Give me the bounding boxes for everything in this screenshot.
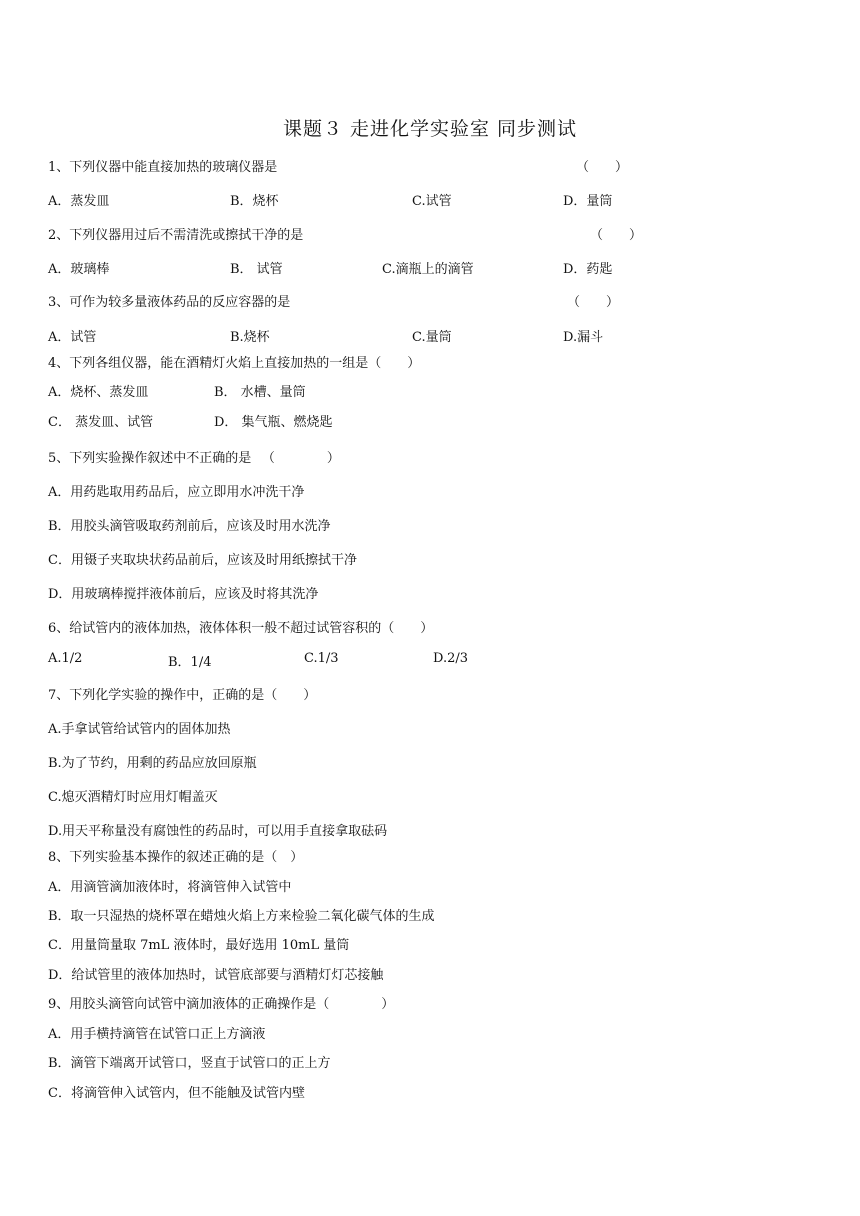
option-b: B．取一只湿热的烧杯罩在蜡烛火焰上方来检验二氧化碳气体的生成 bbox=[48, 909, 435, 924]
option-a: A．试管 bbox=[48, 330, 97, 345]
option-b: B.为了节约，用剩的药品应放回原瓶 bbox=[48, 756, 257, 771]
option-c: C.滴瓶上的滴管 bbox=[382, 262, 474, 277]
option-d: D．药匙 bbox=[563, 262, 613, 277]
option-b: B．1/4 bbox=[168, 655, 212, 670]
option-d: D．量筒 bbox=[563, 194, 613, 209]
question-3-options bbox=[48, 326, 828, 346]
option-a: A．用手横持滴管在试管口正上方滴液 bbox=[48, 1027, 266, 1042]
option-a: A．用药匙取用药品后，应立即用水冲洗干净 bbox=[48, 485, 305, 500]
option-b: B．烧杯 bbox=[230, 194, 279, 209]
answer-parenthesis: （ ） bbox=[590, 228, 643, 243]
option-d: D．用玻璃棒搅拌液体前后，应该及时将其洗净 bbox=[48, 587, 319, 602]
option-b: B．滴管下端离开试管口，竖直于试管口的正上方 bbox=[48, 1056, 331, 1071]
option-c: C.试管 bbox=[412, 194, 452, 209]
option-b: B.烧杯 bbox=[230, 330, 270, 345]
question-7-stem: 7、下列化学实验的操作中，正确的是（ ） bbox=[48, 688, 317, 703]
page-title bbox=[0, 114, 860, 141]
option-d: D.漏斗 bbox=[563, 330, 604, 345]
question-9-stem: 9、用胶头滴管向试管中滴加液体的正确操作是（ ） bbox=[48, 997, 395, 1012]
option-a: A．蒸发皿 bbox=[48, 194, 110, 209]
option-a: A．用滴管滴加液体时，将滴管伸入试管中 bbox=[48, 880, 292, 895]
question-4-options-row-2 bbox=[48, 411, 828, 431]
question-stem-text: 2、下列仪器用过后不需清洗或擦拭干净的是 bbox=[48, 228, 304, 243]
question-6-options bbox=[48, 651, 828, 671]
option-c: C．将滴管伸入试管内，但不能触及试管内壁 bbox=[48, 1086, 305, 1101]
option-c: C.熄灭酒精灯时应用灯帽盖灭 bbox=[48, 790, 218, 805]
question-1-options bbox=[48, 190, 828, 210]
option-d: D.用天平称量没有腐蚀性的药品时，可以用手直接拿取砝码 bbox=[48, 824, 388, 839]
question-2-stem bbox=[48, 224, 303, 243]
option-a: A．烧杯、蒸发皿 bbox=[48, 385, 149, 400]
page-title-text: 课题３ 走进化学实验室 同步测试 bbox=[282, 118, 578, 140]
option-c: C． 蒸发皿、试管 bbox=[48, 415, 154, 430]
option-b: B． 试管 bbox=[230, 262, 283, 277]
question-4-options-row-1 bbox=[48, 381, 828, 401]
option-d: D.2/3 bbox=[433, 651, 469, 666]
option-a: A.1/2 bbox=[48, 651, 83, 666]
option-d: D．给试管里的液体加热时，试管底部要与酒精灯灯芯接触 bbox=[48, 968, 384, 983]
question-stem-text: 1、下列仪器中能直接加热的玻璃仪器是 bbox=[48, 160, 278, 175]
option-d: D． 集气瓶、燃烧匙 bbox=[214, 415, 333, 430]
option-b: B． 水槽、量筒 bbox=[214, 385, 306, 400]
option-b: B．用胶头滴管吸取药剂前后，应该及时用水洗净 bbox=[48, 519, 331, 534]
option-c: C.量筒 bbox=[412, 330, 452, 345]
question-stem-text: 3、可作为较多量液体药品的反应容器的是 bbox=[48, 295, 291, 310]
question-3-stem bbox=[48, 291, 290, 310]
question-4-stem: 4、下列各组仪器，能在酒精灯火焰上直接加热的一组是（ ） bbox=[48, 356, 421, 371]
question-8-stem: 8、下列实验基本操作的叙述正确的是（ ） bbox=[48, 850, 304, 865]
option-c: C．用量筒量取 7mL 液体时，最好选用 10mL 量筒 bbox=[48, 938, 350, 953]
question-2-options bbox=[48, 258, 828, 278]
option-c: C．用镊子夹取块状药品前后，应该及时用纸擦拭干净 bbox=[48, 553, 357, 568]
question-5-stem: 5、下列实验操作叙述中不正确的是 （ ） bbox=[48, 451, 340, 466]
question-6-stem: 6、给试管内的液体加热，液体体积一般不超过试管容积的（ ） bbox=[48, 621, 434, 636]
option-a: A.手拿试管给试管内的固体加热 bbox=[48, 722, 231, 737]
answer-parenthesis: （ ） bbox=[576, 160, 629, 175]
question-1-stem bbox=[48, 156, 277, 175]
option-c: C.1/3 bbox=[304, 651, 339, 666]
answer-parenthesis: （ ） bbox=[567, 295, 620, 310]
option-a: A．玻璃棒 bbox=[48, 262, 110, 277]
